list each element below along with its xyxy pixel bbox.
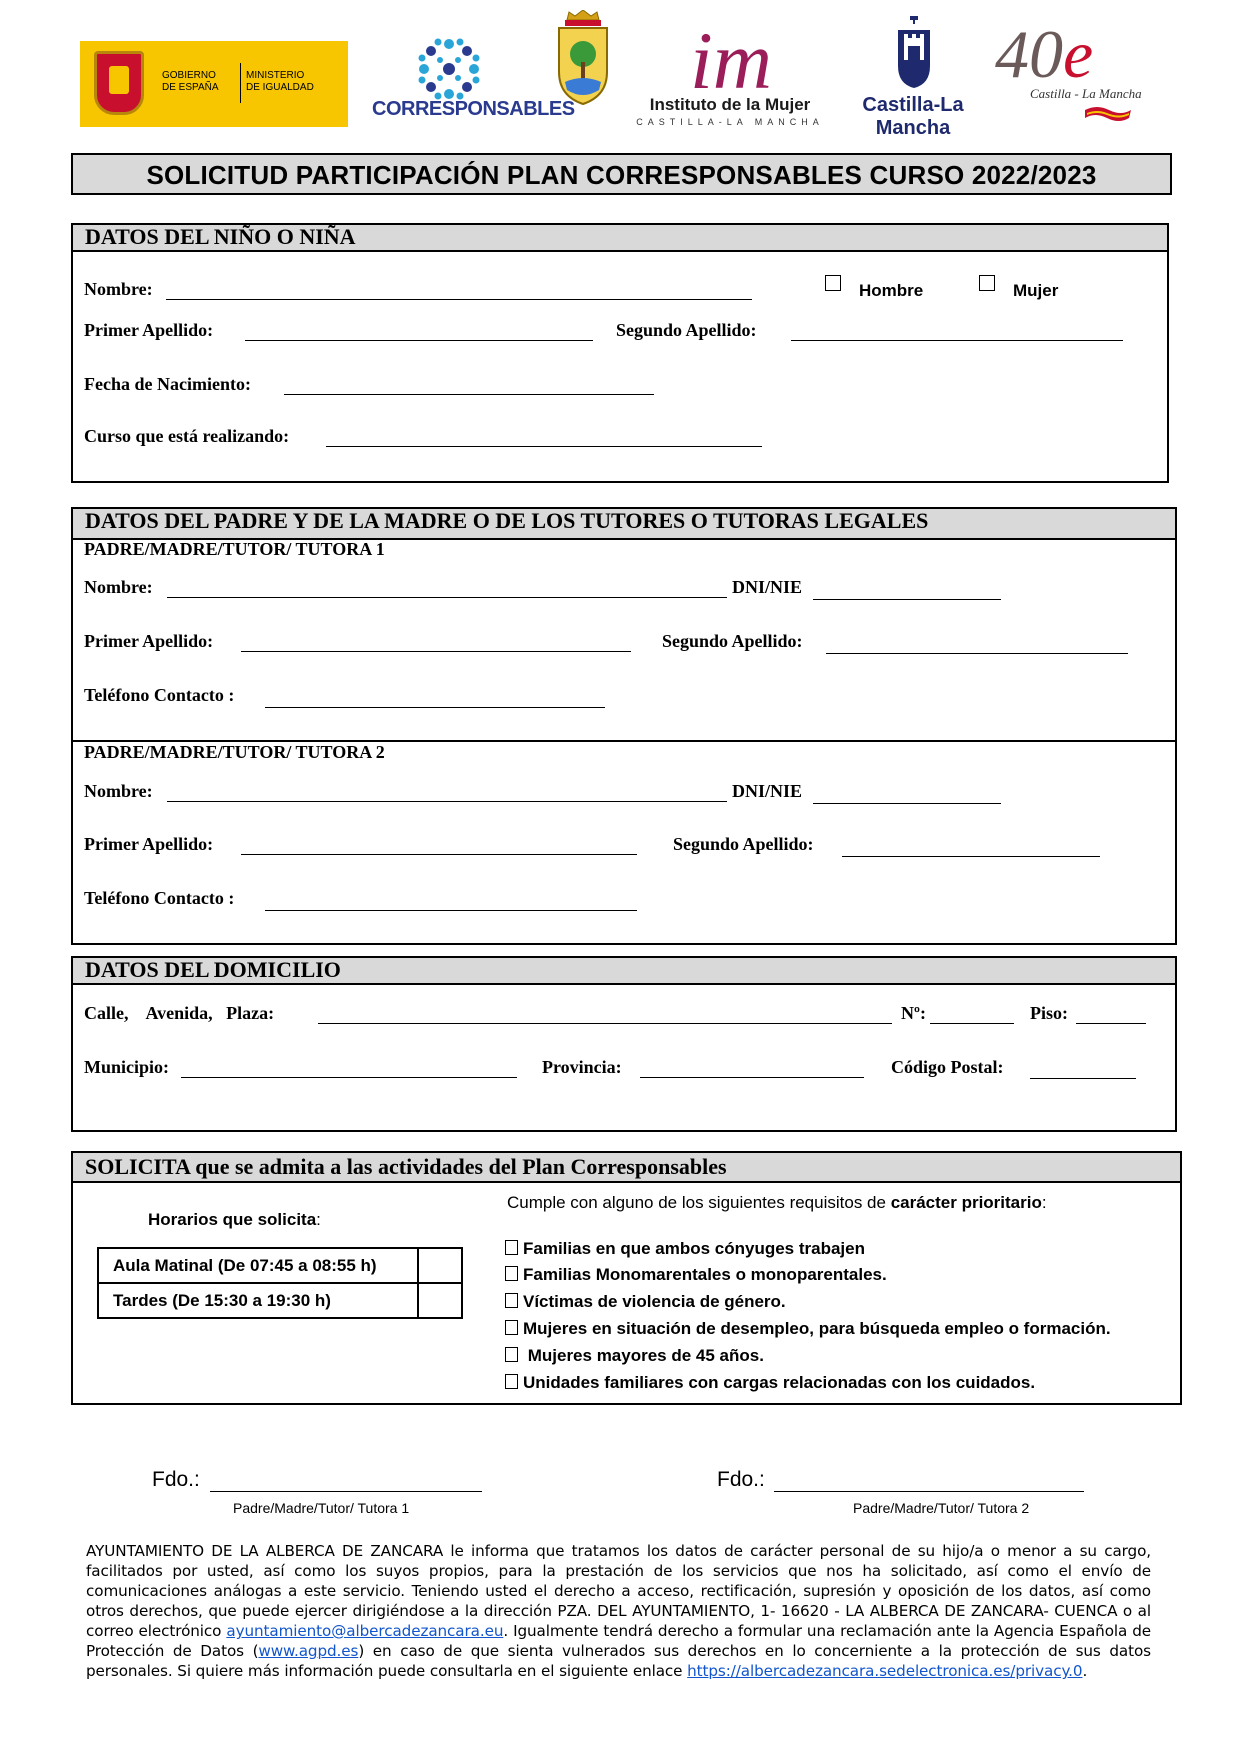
birth-date-field[interactable] — [284, 394, 654, 395]
section-header: DATOS DEL DOMICILIO — [73, 958, 1175, 985]
logo-text: 40 — [995, 16, 1063, 92]
postal-code-label: Código Postal: — [891, 1057, 1004, 1077]
signature2-label: Fdo.: — [717, 1468, 765, 1491]
municipality-field[interactable] — [181, 1077, 517, 1078]
privacy-link[interactable]: https://albercadezancara.sedelectronica.es/privacy.0 — [687, 1662, 1083, 1680]
street-field[interactable] — [318, 1023, 892, 1024]
province-label: Provincia: — [542, 1057, 622, 1077]
logo-text: CORRESPONSABLES — [372, 98, 575, 120]
table-row — [98, 1283, 462, 1318]
burst-icon — [416, 36, 482, 102]
section-header: DATOS DEL NIÑO O NIÑA — [73, 225, 1167, 252]
requirement-item[interactable]: Mujeres mayores de 45 años. — [505, 1346, 764, 1366]
agpd-link[interactable]: www.agpd.es — [258, 1642, 359, 1660]
schedule-option-label: Aula Matinal (De 07:45 a 08:55 h) — [98, 1248, 418, 1283]
logo-text: Castilla-La Mancha — [862, 94, 964, 139]
child-second-surname-label: Segundo Apellido: — [616, 320, 757, 340]
tutor1-phone-field[interactable] — [265, 707, 605, 708]
signature2-caption: Padre/Madre/Tutor/ Tutora 2 — [853, 1500, 1030, 1516]
logo-text: GOBIERNO — [162, 70, 216, 81]
tutor2-first-surname-label: Primer Apellido: — [84, 834, 214, 854]
signature2-field[interactable] — [774, 1491, 1084, 1492]
child-first-surname-label: Primer Apellido: — [84, 320, 214, 340]
castilla-la-mancha-logo — [828, 10, 998, 139]
female-label: Mujer — [1013, 281, 1059, 300]
parents-data-section — [71, 507, 1177, 945]
postal-code-field[interactable] — [1030, 1078, 1136, 1079]
instituto-mujer-logo — [635, 15, 825, 128]
male-checkbox[interactable] — [825, 275, 841, 291]
castle-icon — [894, 16, 934, 88]
gobierno-espana-logo — [80, 41, 348, 127]
checkbox-icon[interactable] — [505, 1320, 518, 1335]
signature1-field[interactable] — [210, 1491, 482, 1492]
address-data-section — [71, 956, 1177, 1132]
tutor1-phone-label: Teléfono Contacto : — [84, 685, 235, 705]
checkbox-icon[interactable] — [505, 1266, 518, 1281]
email-link[interactable]: ayuntamiento@albercadezancara.eu — [226, 1622, 504, 1640]
requirement-item[interactable]: Familias en que ambos cónyuges trabajen — [505, 1239, 865, 1259]
form-title: SOLICITUD PARTICIPACIÓN PLAN CORRESPONSABLES CURSO 2022/2023 — [146, 160, 1097, 190]
female-checkbox[interactable] — [979, 275, 995, 291]
municipality-label: Municipio: — [84, 1057, 170, 1077]
street-label: Calle, Avenida, Plaza: — [84, 1003, 275, 1023]
schedule-checkbox[interactable] — [418, 1283, 462, 1318]
tutor2-phone-field[interactable] — [265, 910, 637, 911]
section-header: DATOS DEL PADRE Y DE LA MADRE O DE LOS TUTORES O TUTORAS LEGALES — [73, 509, 1175, 540]
tutor1-dni-label: DNI/NIE — [732, 577, 803, 597]
requirement-item[interactable]: Familias Monomarentales o monoparentales. — [505, 1265, 887, 1285]
tutor2-second-surname-field[interactable] — [842, 856, 1100, 857]
logo-text: Instituto de la Mujer — [649, 95, 811, 114]
schedule-label: Horarios que solicita — [148, 1210, 317, 1229]
flag-icon — [1083, 104, 1133, 124]
requirement-item[interactable]: Víctimas de violencia de género. — [505, 1292, 786, 1312]
checkbox-icon[interactable] — [505, 1293, 518, 1308]
forty-years-logo — [995, 14, 1145, 126]
course-label: Curso que está realizando: — [84, 426, 290, 446]
corresponsables-logo — [372, 36, 575, 126]
table-row — [98, 1248, 462, 1283]
number-label: Nº: — [901, 1003, 926, 1023]
privacy-notice: AYUNTAMIENTO DE LA ALBERCA DE ZANCARA le informa que tratamos los datos de carácter personal de su hijo/a o menor a su cargo, facilitados por usted, así como los suyos propios, para la prestación de los servicios que nos ha solicitado, así como el envío de comunicaciones análogas a este servicio. Teniendo usted el derecho a acceso, rectificación, supresión y oposición de los datos, así como otros derechos, que puede ejercer dirigiéndose a la dirección PZA. DEL AYUNTAMIENTO, 1- 16620 - LA ALBERCA DE ZANCARA- CUENCA o al correo electrónico ayuntamiento@albercadezancara.eu. Igualmente tendrá derecho a formular una reclamación ante la Agencia Española de Protección de Datos (www.agpd.es) en caso de que sienta vulnerados sus derechos en lo concerniente a la protección de sus datos personales. Si quiere más información puede consultarla en el siguiente enlace https://albercadezancara.sedelectronica.es/privacy.0. — [86, 1542, 1151, 1680]
schedule-checkbox[interactable] — [418, 1248, 462, 1283]
child-first-surname-field[interactable] — [245, 340, 593, 341]
form-title-box — [71, 153, 1172, 195]
number-field[interactable] — [930, 1023, 1014, 1024]
coat-of-arms-icon — [94, 51, 144, 115]
floor-label: Piso: — [1030, 1003, 1068, 1023]
logo-text: DE ESPAÑA — [162, 82, 219, 93]
child-name-label: Nombre: — [84, 279, 153, 299]
birth-date-label: Fecha de Nacimiento: — [84, 374, 251, 394]
tutor1-name-field[interactable] — [167, 597, 727, 598]
request-header-rest: que se admita a las actividades del Plan Corresponsables — [189, 1154, 727, 1179]
requirement-item[interactable]: Mujeres en situación de desempleo, para búsqueda empleo o formación. — [505, 1319, 1111, 1339]
logo-text: DE IGUALDAD — [246, 82, 314, 93]
logo-text: e — [1063, 16, 1094, 92]
logo-mark: im — [690, 15, 772, 106]
tutor2-dni-field[interactable] — [813, 803, 1001, 804]
tutor1-dni-field[interactable] — [813, 599, 1001, 600]
schedule-option-label: Tardes (De 15:30 a 19:30 h) — [98, 1283, 418, 1318]
tutor1-heading: PADRE/MADRE/TUTOR/ TUTORA 1 — [84, 539, 385, 559]
requirement-item[interactable]: Unidades familiares con cargas relacionadas con los cuidados. — [505, 1373, 1035, 1393]
tutor1-first-surname-label: Primer Apellido: — [84, 631, 214, 651]
logo-text: Castilla - La Mancha — [1030, 86, 1142, 101]
tutor2-first-surname-field[interactable] — [241, 854, 637, 855]
logo-text: MINISTERIO — [246, 70, 305, 81]
tutor1-name-label: Nombre: — [84, 577, 153, 597]
tutor2-name-label: Nombre: — [84, 781, 153, 801]
municipal-coat-of-arms-icon — [553, 10, 613, 106]
tutor1-second-surname-label: Segundo Apellido: — [662, 631, 803, 651]
signature1-label: Fdo.: — [152, 1468, 200, 1491]
course-field[interactable] — [326, 446, 762, 447]
tutor1-second-surname-field[interactable] — [826, 653, 1128, 654]
tutor2-dni-label: DNI/NIE — [732, 781, 803, 801]
signature1-caption: Padre/Madre/Tutor/ Tutora 1 — [233, 1500, 410, 1516]
tutor2-heading: PADRE/MADRE/TUTOR/ TUTORA 2 — [84, 742, 385, 762]
floor-field[interactable] — [1076, 1023, 1146, 1024]
male-label: Hombre — [859, 281, 924, 300]
checkbox-icon[interactable] — [505, 1240, 518, 1255]
tutor1-first-surname-field[interactable] — [241, 651, 631, 652]
province-field[interactable] — [640, 1077, 864, 1078]
checkbox-icon[interactable] — [505, 1347, 518, 1362]
schedule-table — [97, 1247, 463, 1319]
section-header — [73, 1153, 1180, 1183]
request-header-bold: SOLICITA — [85, 1154, 190, 1179]
child-name-field[interactable] — [166, 299, 752, 300]
checkbox-icon[interactable] — [505, 1374, 518, 1389]
tutor2-second-surname-label: Segundo Apellido: — [673, 834, 814, 854]
child-second-surname-field[interactable] — [791, 340, 1123, 341]
requirements-intro: Cumple con alguno de los siguientes requisitos de carácter prioritario: — [507, 1193, 1047, 1212]
tutor2-phone-label: Teléfono Contacto : — [84, 888, 235, 908]
tutor2-name-field[interactable] — [167, 801, 727, 802]
logo-text: CASTILLA-LA MANCHA — [636, 117, 824, 127]
